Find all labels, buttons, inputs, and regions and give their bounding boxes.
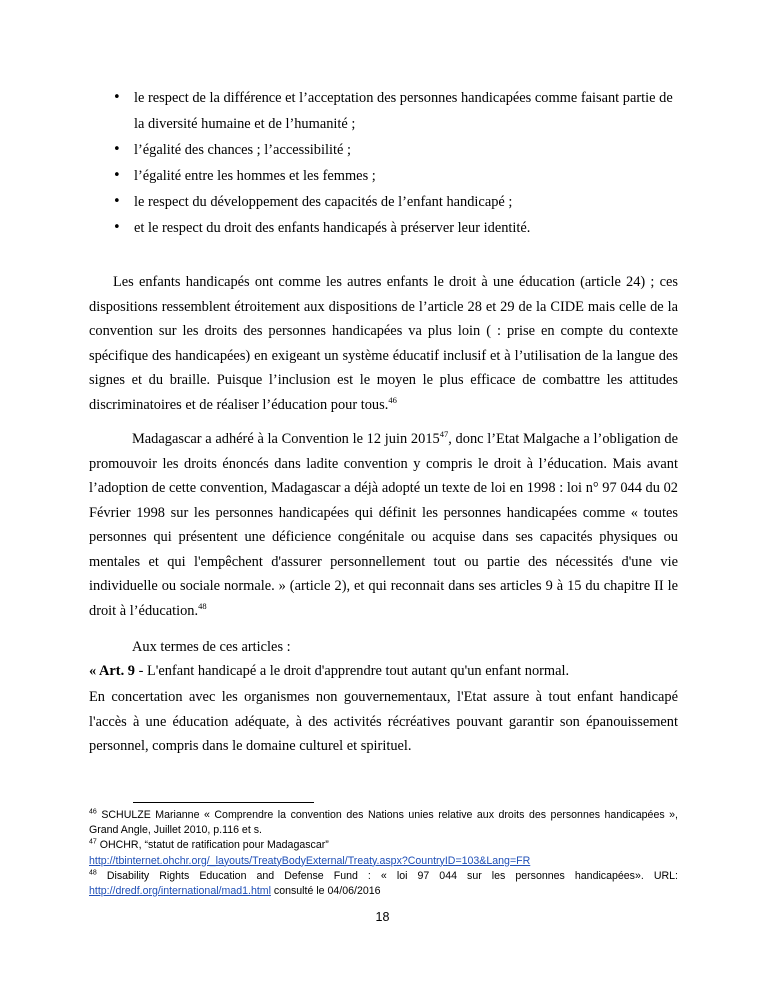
paragraph-education-right [89,270,678,417]
footnote-number: 48 [89,869,97,877]
footnotes [89,808,678,899]
list-item: • et le respect du droit des enfants handicapés à préserver leur identité. [113,215,678,241]
ohchr-link[interactable]: http://tbinternet.ohchr.org/_layouts/TreatyBodyExternal/Treaty.aspx?CountryID=103&Lang=FR [89,854,531,867]
footnote-number: 46 [89,808,97,816]
dredf-link[interactable]: http://dredf.org/international/mad1.html [89,885,271,898]
list-item: • l’égalité des chances ; l’accessibilité ; [113,137,678,163]
footnote-48 [89,869,678,899]
footnote-text: SCHULZE Marianne « Comprendre la convention des Nations unies relative aux droits des personnes handicapées », Grand Angle, Juillet 2010, p.116 et s. [89,809,678,837]
list-item: • le respect du développement des capacités de l’enfant handicapé ; [113,189,678,215]
article-label: « Art. 9 [89,663,135,679]
footnote-47 [89,838,678,868]
footnote-46 [89,808,678,838]
footnote-text: OHCHR, “statut de ratification pour Madagascar” [96,839,329,852]
article-9 [89,659,678,684]
paragraph-intro-articles: Aux termes de ces articles : [132,639,291,655]
footnote-ref-46[interactable]: 46 [388,394,397,405]
footnote-separator [133,802,314,803]
paragraph-concertation: En concertation avec les organismes non gouvernementaux, l'Etat assure à tout enfant handicapé l'accès à une éducation adéquate, à des activités récréatives pouvant garantir son épanouissement personnel, compris dans le domaine culturel et spirituel. [89,689,678,754]
paragraph-text: , donc l’Etat Malgache a l’obligation de promouvoir les droits énoncés dans ladite convention y compris le droit à l’éducation. Mais avant l’adoption de cette convention, Madagascar a déjà adopté un texte de loi en 1998 : loi n° 97 044 du 02 Février 1998 sur les personnes handicapées qui définit les personnes handicapées comme « toutes personnes qui présentent une déficience congénitale ou acquise dans ses capacités physiques ou mentales et qui l'empêchent d'assurer personnellement tout ou partie des nécessités d'une vie individuelle ou sociale normale. » (article 2), et qui reconnait dans ses articles 9 à 15 du chapitre II le droit à l’éducation. [89,431,678,619]
footnote-ref-48[interactable]: 48 [198,600,207,611]
paragraph-text: Madagascar a adhéré à la Convention le 12 juin 2015 [132,431,440,447]
list-item: • le respect de la différence et l’acceptation des personnes handicapées comme faisant partie de la diversité humaine et de l’humanité ; [113,85,678,137]
footnote-number: 47 [89,838,97,846]
footnote-ref-47[interactable]: 47 [439,429,449,440]
paragraph-text: Les enfants handicapés ont comme les autres enfants le droit à une éducation (article 24) ; ces dispositions ressemblent étroitement aux dispositions de l’article 28 et 29 de la CIDE mais celle de la convention sur les droits des personnes handicapées va plus loin ( : prise en compte du contexte spécifique des handicapées) en exigeant un système éducatif inclusif et à l’utilisation de la langue des signes et du braille. Puisque l’inclusion est le moyen le plus efficace de combattre les attitudes discriminatoires et de réaliser l’éducation pour tous. [89,274,678,413]
footnote-text: Disability Rights Education and Defense Fund : « loi 97 044 sur les personnes handicapées». URL: [96,869,678,882]
principles-list [113,85,678,241]
article-text: - L'enfant handicapé a le droit d'apprendre tout autant qu'un enfant normal. [134,663,570,679]
footnote-text: consulté le 04/06/2016 [270,885,381,898]
page-number: 18 [375,910,390,924]
list-item: • l’égalité entre les hommes et les femmes ; [113,163,678,189]
paragraph-madagascar [89,427,678,623]
